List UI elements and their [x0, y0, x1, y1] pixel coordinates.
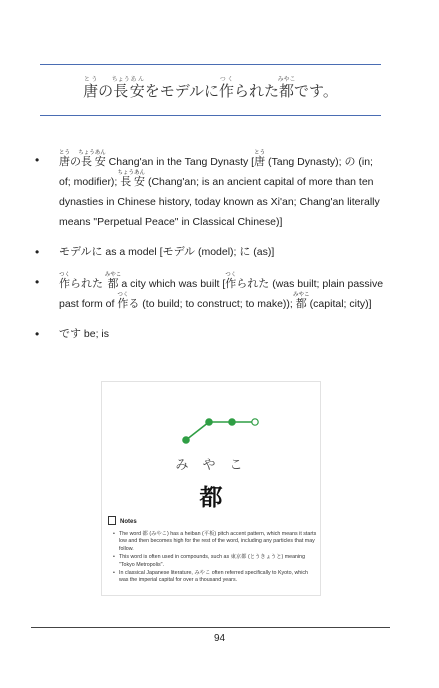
- headword-kanji: 都: [199, 484, 223, 511]
- kanji-base: 安: [94, 155, 106, 168]
- furigana-reading: あん: [94, 150, 106, 156]
- furigana-word: [94, 150, 106, 168]
- furigana-word: [104, 272, 122, 290]
- gloss-text: の: [98, 82, 114, 100]
- furigana-reading: あん: [129, 76, 145, 83]
- gloss-text: a city which was built [: [118, 278, 226, 290]
- gloss-text: Chang'an in the Tang Dynasty [: [105, 156, 255, 168]
- vocabulary-list: [34, 150, 384, 354]
- furigana-reading: ちょう: [78, 150, 95, 156]
- notes-heading-label: Notes: [120, 519, 137, 525]
- furigana-reading: あん: [134, 170, 146, 176]
- kanji-base: 唐: [254, 155, 266, 168]
- furigana-reading: ちょう: [111, 76, 130, 83]
- furigana-word: [277, 76, 296, 100]
- kanji-base: 作: [117, 297, 129, 310]
- gloss-text: です。: [294, 82, 338, 100]
- vocabulary-item: [34, 324, 384, 344]
- note-item: • The word 都 (みやこ) has a heiban (平板) pitch accent pattern, which means it starts low and then becomes high for the rest of the word, including any particles that may follow.: [113, 531, 317, 553]
- gloss-text: (in; of; modifier);: [59, 156, 373, 188]
- furigana-word: [59, 272, 71, 290]
- kanji-base: 作: [225, 277, 237, 290]
- kanji-base: 唐: [59, 155, 70, 168]
- note-item: • This word is often used in compounds, such as 東京都 (とうきょうと) meaning "Tokyo Metropolis".: [113, 554, 317, 569]
- pitch-accent-card: [101, 381, 321, 596]
- japanese-text: られた: [70, 277, 103, 290]
- kanji-base: 都: [277, 82, 296, 100]
- furigana-word: [83, 76, 99, 100]
- kanji-base: 都: [104, 277, 122, 290]
- furigana-word: [59, 150, 71, 168]
- furigana-word: [134, 170, 146, 188]
- notes-heading: [108, 516, 137, 525]
- furigana-word: [117, 170, 135, 188]
- pitch-particle-dot: [252, 419, 258, 425]
- gloss-text: (as)]: [250, 246, 275, 258]
- furigana-reading: とう: [83, 76, 99, 83]
- gloss-text: (Tang Dynasty);: [265, 156, 345, 168]
- gloss-text: (capital; city)]: [306, 298, 372, 310]
- furigana-word: [117, 292, 129, 310]
- furigana-word: [225, 272, 237, 290]
- vocabulary-item: [34, 242, 384, 262]
- notes-list: [113, 531, 317, 586]
- page-number: 94: [213, 633, 226, 644]
- gloss-text: (model);: [195, 246, 240, 258]
- note-item: • In classical Japanese literature, みやこ often referred specifically to Kyoto, which was the imperial capital for over a thousand years.: [113, 570, 317, 585]
- japanese-text: る: [128, 297, 140, 310]
- kanji-base: 都: [293, 297, 310, 310]
- furigana-reading: みやこ: [104, 272, 122, 278]
- title-rule-top: [40, 64, 381, 65]
- furigana-word: [293, 292, 310, 310]
- furigana-reading: みやこ: [277, 76, 296, 83]
- kanji-base: 作: [59, 277, 70, 290]
- gloss-text: (Chang'an; is an ancient capital of more than ten dynasties in Chinese history, today known as Xi'an; Chang'an literally means "Perpetual Peace" in Classical Chinese)]: [59, 176, 380, 228]
- gloss-text: as a model [: [102, 246, 163, 258]
- japanese-text: です: [59, 327, 81, 340]
- reading-kana: みやこ: [175, 458, 257, 473]
- kanji-base: 作: [218, 82, 234, 100]
- gloss-text: られた: [234, 82, 280, 100]
- pitch-dot: [183, 437, 189, 443]
- gloss-text: (was built; plain passive past form of: [59, 278, 384, 310]
- furigana-word: [78, 150, 95, 168]
- pitch-dot: [229, 419, 235, 425]
- furigana-reading: つく: [218, 76, 234, 83]
- japanese-text: られた: [236, 277, 270, 290]
- footer-rule: [31, 627, 390, 628]
- furigana-reading: つく: [225, 272, 237, 278]
- furigana-reading: つく: [59, 272, 71, 278]
- furigana-reading: とう: [59, 150, 71, 156]
- furigana-reading: ちょう: [117, 170, 135, 176]
- furigana-word: [254, 150, 266, 168]
- kanji-base: 長: [117, 175, 135, 188]
- pitch-accent-graph: [102, 410, 320, 450]
- furigana-reading: つく: [117, 292, 129, 298]
- kanji-base: 長: [111, 82, 130, 100]
- kanji-base: 唐: [83, 82, 99, 100]
- kanji-base: 長: [78, 155, 95, 168]
- vocabulary-item: [34, 150, 384, 232]
- pitch-dot: [206, 419, 212, 425]
- vocabulary-item: [34, 272, 384, 314]
- title-rule-bottom: [40, 115, 381, 116]
- furigana-word: [129, 76, 145, 100]
- gloss-text: be; is: [81, 328, 110, 340]
- notes-icon: [108, 516, 116, 525]
- furigana-reading: とう: [254, 150, 266, 156]
- gloss-text: (to build; to construct; to make));: [139, 298, 296, 310]
- japanese-text: モデルに: [59, 245, 103, 258]
- furigana-reading: みやこ: [293, 292, 310, 298]
- pitch-line: [186, 422, 209, 440]
- japanese-text: の: [70, 155, 81, 168]
- kanji-base: 安: [129, 82, 145, 100]
- japanese-text: モデル: [162, 245, 196, 258]
- japanese-text: に: [239, 245, 251, 258]
- gloss-text: をモデルに: [144, 82, 219, 100]
- furigana-word: [218, 76, 234, 100]
- kanji-base: 安: [134, 175, 146, 188]
- japanese-text: の: [344, 155, 356, 168]
- sentence-title: [40, 76, 381, 101]
- furigana-word: [111, 76, 130, 100]
